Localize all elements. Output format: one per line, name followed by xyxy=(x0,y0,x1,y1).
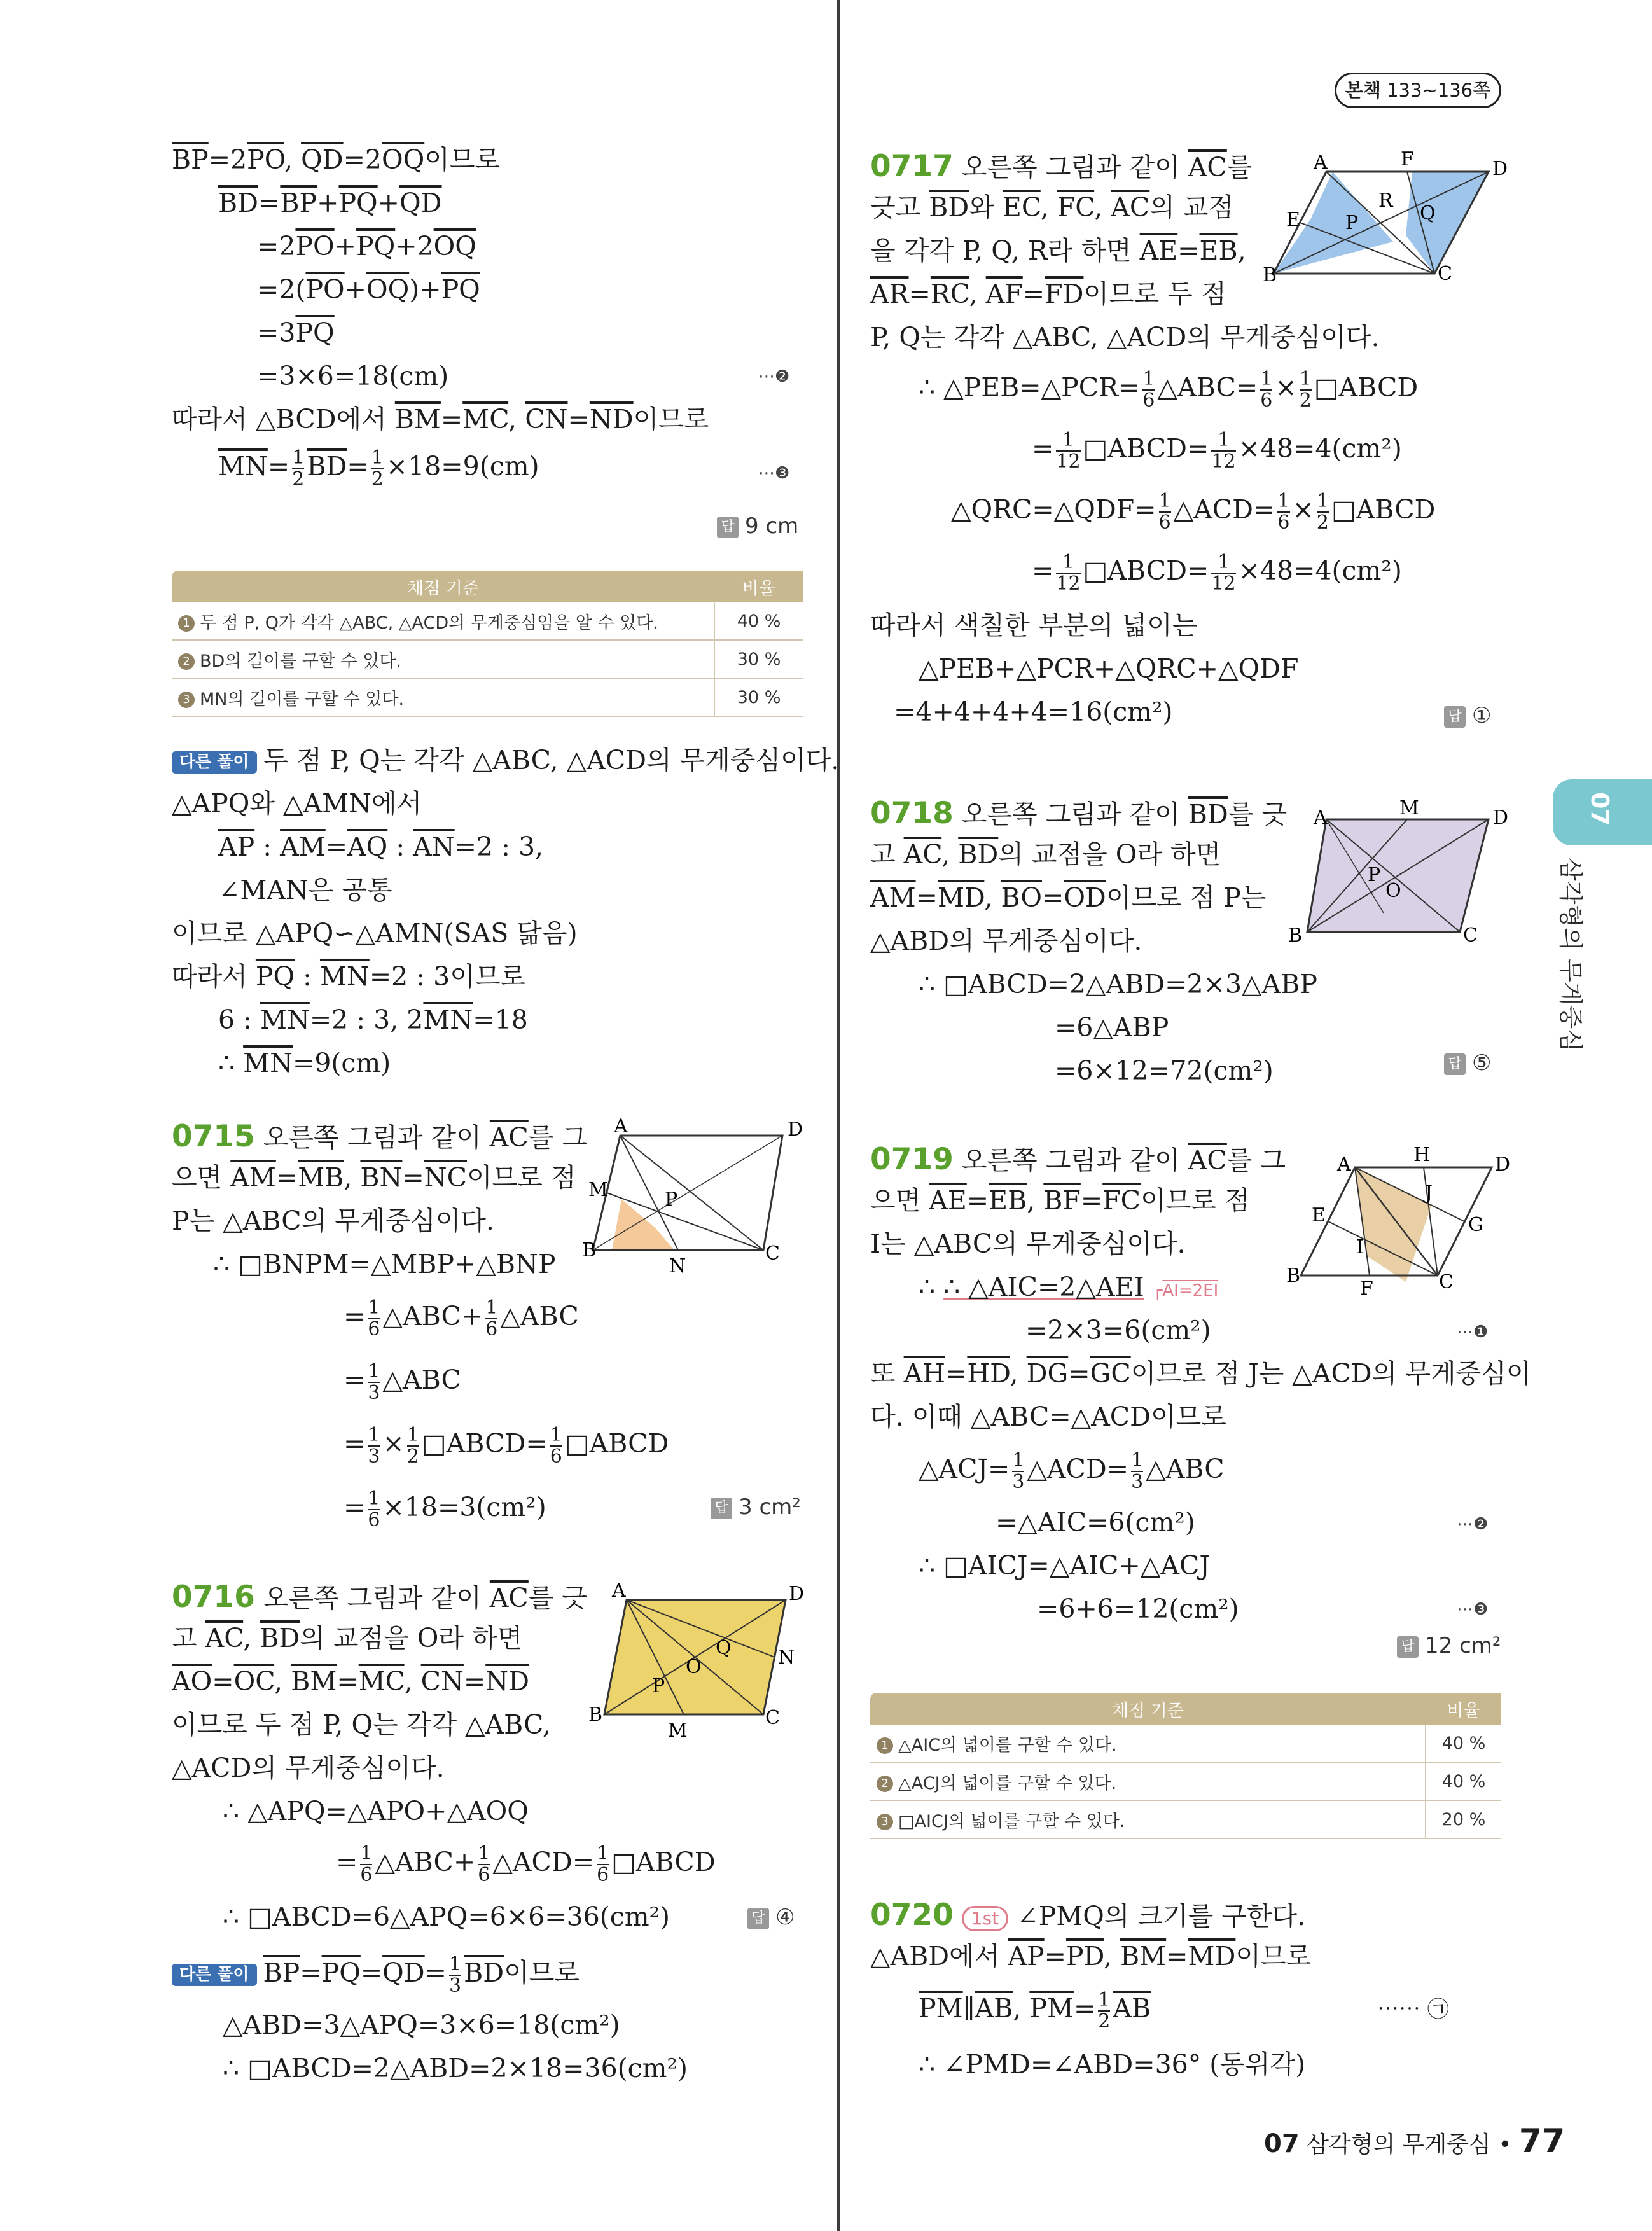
label-A: A xyxy=(612,1580,626,1602)
figure-0717 xyxy=(1263,146,1508,293)
label-C: C xyxy=(1463,924,1478,947)
label-C: C xyxy=(765,1242,780,1265)
text-line: △QRC=△QDF= $\frac{1}{6}$ △ACD= $\frac{1}{6}$ × $\frac{1}{2}$ □ABCD xyxy=(951,490,1436,534)
label-H: H xyxy=(1413,1144,1431,1166)
table-row: 2 △ACJ의 넓이를 구할 수 있다. 40 % xyxy=(870,1762,1501,1800)
text-line: 다. 이때 △ABC=△ACD이므로 xyxy=(870,1401,1226,1432)
label-O: O xyxy=(1385,880,1401,902)
figure-0715 xyxy=(582,1115,808,1277)
label-N: N xyxy=(778,1646,795,1669)
text-line: =2×3=6(cm²) xyxy=(1025,1315,1211,1345)
chapter-tab[interactable]: 07 xyxy=(1553,779,1652,845)
text-line: 다른 풀이 $\overline{BP}=\overline{PQ}=\overline{QD}=$ $\frac{1}{3}$ $\overline{BD}$이므로 xyxy=(172,1954,580,1996)
label-P: P xyxy=(1345,212,1359,234)
label-D: D xyxy=(788,1118,803,1141)
text-line: $\overline{AP}$ : $\overline{AM}=\overline{AQ}$ : $\overline{AN}=2$ : 3, xyxy=(218,831,544,862)
text-line: = $\frac{1}{12}$ □ABCD= $\frac{1}{12}$ ×48=4(cm²) xyxy=(1032,551,1402,595)
text-line: △ABD=3△APQ=3×6=18(cm²) xyxy=(223,2010,620,2040)
text-line: =3×6=18(cm) xyxy=(257,361,449,391)
text-line: 따라서 △BCD에서 $\overline{BM}=\overline{MC}$, $\overline{CN}=\overline{ND}$이므로 xyxy=(172,404,709,434)
answer: 답 ⑤ xyxy=(1444,1051,1491,1076)
table-row: 1 △AIC의 넓이를 구할 수 있다. 40 % xyxy=(870,1725,1501,1762)
label-D: D xyxy=(1492,158,1508,180)
text-line: P, Q는 각각 △ABC, △ACD의 무게중심이다. xyxy=(870,322,1380,352)
text-line: 이므로 △APQ∽△AMN(SAS 닮음) xyxy=(172,918,578,949)
label-A: A xyxy=(614,1115,628,1137)
text-line: P는 △ABC의 무게중심이다. xyxy=(172,1206,494,1236)
label-D: D xyxy=(1493,807,1509,829)
answer: 답 ① xyxy=(1444,704,1491,728)
label-M: M xyxy=(668,1720,688,1742)
text-line: ∴ □ABCD=2△ABD=2×18=36(cm²) xyxy=(223,2053,688,2083)
chapter-side-title: 삼각형의 무게중심 xyxy=(1557,858,1585,1052)
text-line: = $\frac{1}{6}$ △ABC+ $\frac{1}{6}$ △ABC xyxy=(344,1296,579,1340)
step-mark: ⋯❸ xyxy=(1457,1600,1489,1619)
label-B: B xyxy=(1286,1265,1301,1287)
problem-0717: 0717 오른쪽 그림과 같이 $\overline{AC}$를 xyxy=(870,149,1253,184)
label-A: A xyxy=(1314,151,1328,174)
text-line: $=3\overline{PQ}$ xyxy=(257,317,335,348)
text-line: 다른 풀이 두 점 P, Q는 각각 △ABC, △ACD의 무게중심이다. xyxy=(172,746,839,775)
label-B: B xyxy=(588,1704,603,1726)
table-row: 3 □AICJ의 넓이를 구할 수 있다. 20 % xyxy=(870,1800,1501,1838)
table-row: 1 두 점 P, Q가 각각 △ABC, △ACD의 무게중심임을 알 수 있다. 40 % xyxy=(172,602,803,640)
label-B: B xyxy=(1263,264,1277,286)
page-footer: 07 삼각형의 무게중심 • 77 xyxy=(1264,2122,1565,2160)
text-line: △ACD의 무게중심이다. xyxy=(172,1753,445,1783)
text-line: =6△ABP xyxy=(1055,1012,1169,1043)
label-N: N xyxy=(669,1255,686,1277)
text-line: ∴ △PEB=△PCR= $\frac{1}{6}$ △ABC= $\frac{1}{6}$ × $\frac{1}{2}$ □ABCD xyxy=(919,368,1419,412)
label-D: D xyxy=(789,1583,805,1605)
text-line: = $\frac{1}{12}$ □ABCD= $\frac{1}{12}$ ×48=4(cm²) xyxy=(1032,429,1402,473)
text-line: =6+6=12(cm²) xyxy=(1037,1594,1239,1624)
text-line: 으면 $\overline{AE}=\overline{EB}$, $\overline{BF}=\overline{FC}$이므로 점 xyxy=(870,1185,1250,1216)
label-C: C xyxy=(1438,263,1452,285)
text-line: $=2\overline{PO}+\overline{PQ}+2\overline{OQ}$ xyxy=(257,231,476,261)
label-B: B xyxy=(582,1239,597,1261)
text-line: $\overline{MN}=$ $\frac{1}{2}$ $\overline{BD}=$ $\frac{1}{2}$ ×18=9(cm) xyxy=(218,447,539,490)
text-line: 고 $\overline{AC}$, $\overline{BD}$의 교점을 O라 하면 xyxy=(870,839,1221,870)
text-line: $\overline{PM}\parallel\overline{AB}$, $\overline{PM}=$ $\frac{1}{2}$ $\overline{AB}$ xyxy=(919,1989,1151,2033)
problem-0718: 0718 오른쪽 그림과 같이 $\overline{BD}$를 긋 xyxy=(870,796,1288,831)
text-line: $\overline{BD}=\overline{BP}+\overline{PQ}+\overline{QD}$ xyxy=(218,188,442,218)
text-line: $\overline{BP}=2\overline{PO}$, $\overline{QD}=2\overline{OQ}$이므로 xyxy=(172,144,501,175)
figure-0719 xyxy=(1279,1142,1511,1301)
text-line: = $\frac{1}{6}$ △ABC+ $\frac{1}{6}$ △ACD= $\frac{1}{6}$ □ABCD xyxy=(336,1842,716,1886)
label-O: O xyxy=(686,1656,702,1678)
text-line: $\overline{AO}=\overline{OC}$, $\overline{BM}=\overline{MC}$, $\overline{CN}=\overline{ND}$ xyxy=(172,1666,530,1697)
label-P: P xyxy=(652,1675,665,1697)
text-line: = $\frac{1}{3}$ × $\frac{1}{2}$ □ABCD= $\frac{1}{6}$ □ABCD xyxy=(344,1424,669,1468)
figure-0718 xyxy=(1279,795,1508,954)
label-F: F xyxy=(1360,1277,1373,1300)
text-line: △PEB+△PCR+△QRC+△QDF xyxy=(919,653,1299,684)
text-line: 으면 $\overline{AM}=\overline{MB}$, $\overline{BN}=\overline{NC}$이므로 점 xyxy=(172,1162,576,1193)
label-C: C xyxy=(765,1707,780,1729)
text-line: $\overline{AM}=\overline{MD}$, $\overline{BO}=\overline{OD}$이므로 점 P는 xyxy=(870,882,1267,913)
label-F: F xyxy=(1401,148,1414,170)
answer: 답 9 cm xyxy=(717,514,798,539)
answer: 답 ④ xyxy=(747,1905,795,1930)
text-line: =4+4+4+4=16(cm²) xyxy=(894,697,1173,727)
text-line: 을 각각 P, Q, R라 하면 $\overline{AE}=\overline{EB}$, xyxy=(870,235,1246,266)
label-Q: Q xyxy=(1420,202,1436,225)
label-R: R xyxy=(1378,190,1393,212)
label-D: D xyxy=(1495,1153,1511,1176)
text-line: 이므로 두 점 P, Q는 각각 △ABC, xyxy=(172,1709,551,1740)
text-line: ∴ □AICJ=△AIC+△ACJ xyxy=(919,1550,1210,1581)
answer: 답 12 cm² xyxy=(1397,1634,1501,1658)
text-line: 6 : $\overline{MN}=2$ : 3, $2\overline{MN}=18$ xyxy=(218,1004,528,1035)
table-row: 2 BD의 길이를 구할 수 있다. 30 % xyxy=(172,640,803,678)
text-line: $\overline{AR}=\overline{RC}$, $\overline{AF}=\overline{FD}$이므로 두 점 xyxy=(870,279,1226,309)
label-E: E xyxy=(1312,1204,1326,1227)
text-line: ∴ △APQ=△APO+△AOQ xyxy=(223,1796,529,1826)
text-line: ∴ $\overline{MN}=9(cm)$ xyxy=(218,1048,391,1078)
text-line: 고 $\overline{AC}$, $\overline{BD}$의 교점을 O라 하면 xyxy=(172,1623,523,1653)
label-G: G xyxy=(1468,1214,1483,1236)
text-line: △ABD의 무게중심이다. xyxy=(870,926,1142,956)
text-line: = $\frac{1}{6}$ ×18=3(cm²) xyxy=(344,1487,546,1531)
grading-table: 채점 기준 비율 1 두 점 P, Q가 각각 △ABC, △ACD의 무게중심임을 알 수 있다. 40 % 2 BD의 길이를 구할 수 있다. 30 % 3 MN의 길이를 구할 수 있다. 30 % xyxy=(172,571,803,717)
text-line: ∴ ∴ △AIC=2△AEI ┌AI=2EI xyxy=(919,1272,1219,1302)
label-Q: Q xyxy=(716,1637,732,1659)
text-line: 따라서 색칠한 부분의 넓이는 xyxy=(870,610,1198,641)
answer: 답 3 cm² xyxy=(711,1495,801,1520)
text-line: 또 $\overline{AH}=\overline{HD}$, $\overline{DG}=\overline{GC}$이므로 점 J는 △ACD의 무게중심이 xyxy=(870,1358,1532,1389)
text-line: ∴ ∠PMD=∠ABD=36° (동위각) xyxy=(919,2049,1306,2080)
segment xyxy=(593,1136,782,1250)
text-line: =△AIC=6(cm²) xyxy=(996,1507,1195,1538)
figure-0716 xyxy=(585,1581,808,1740)
text-line: 따라서 $\overline{PQ}$ : $\overline{MN}=2$ : 3이므로 xyxy=(172,961,526,992)
step-mark: ⋯❷ xyxy=(758,367,790,386)
text-line: △ACJ= $\frac{1}{3}$ △ACD= $\frac{1}{3}$ △ABC xyxy=(919,1449,1225,1493)
label-P: P xyxy=(665,1188,678,1211)
text-line: I는 △ABC의 무게중심이다. xyxy=(870,1228,1186,1259)
text-line: ∴ □ABCD=2△ABD=2×3△ABP xyxy=(919,969,1317,999)
label-M: M xyxy=(1399,797,1419,819)
label-P: P xyxy=(1368,864,1381,886)
book-reference-pill: 본책 133~136쪽 xyxy=(1335,73,1501,108)
label-B: B xyxy=(1288,924,1303,947)
problem-0715: 0715 오른쪽 그림과 같이 $\overline{AC}$를 그 xyxy=(172,1119,588,1154)
grading-table: 채점 기준 비율 1 △AIC의 넓이를 구할 수 있다. 40 % 2 △ACJ의 넓이를 구할 수 있다. 40 % 3 □AICJ의 넓이를 구할 수 있다. 20 % xyxy=(870,1693,1501,1839)
text-line: ∴ □ABCD=6△APQ=6×6=36(cm²) xyxy=(223,1901,670,1932)
column-divider xyxy=(837,0,840,2231)
problem-0716: 0716 오른쪽 그림과 같이 $\overline{AC}$를 긋 xyxy=(172,1580,588,1615)
table-row: 3 MN의 길이를 구할 수 있다. 30 % xyxy=(172,678,803,716)
text-line: 긋고 $\overline{BD}$와 $\overline{EC}$, $\overline{FC}$, $\overline{AC}$의 교점 xyxy=(870,192,1234,223)
label-M: M xyxy=(588,1179,608,1201)
label-I: I xyxy=(1356,1236,1364,1258)
label-E: E xyxy=(1286,209,1300,231)
text-line: ∠MAN은 공통 xyxy=(218,875,392,905)
marker: ⋯⋯ ㉠ xyxy=(1377,1997,1449,2022)
label-J: J xyxy=(1425,1182,1433,1204)
text-line: △APQ와 △AMN에서 xyxy=(172,788,422,819)
label-C: C xyxy=(1439,1271,1454,1293)
label-A: A xyxy=(1314,807,1328,829)
step-mark: ⋯❸ xyxy=(758,464,790,483)
step-mark: ⋯❶ xyxy=(1457,1323,1489,1342)
text-line: = $\frac{1}{3}$ △ABC xyxy=(344,1360,461,1404)
problem-0719: 0719 오른쪽 그림과 같이 $\overline{AC}$를 그 xyxy=(870,1142,1286,1177)
text-line: $=2(\overline{PO}+\overline{OQ})+\overline{PQ}$ xyxy=(257,274,480,305)
text-line: =6×12=72(cm²) xyxy=(1055,1055,1274,1086)
step-mark: ⋯❷ xyxy=(1457,1515,1489,1534)
label-A: A xyxy=(1337,1153,1351,1176)
text-line: ∴ □BNPM=△MBP+△BNP xyxy=(213,1249,556,1279)
text-line: △ABD에서 $\overline{AP}=\overline{PD}$, $\overline{BM}=\overline{MD}$이므로 xyxy=(870,1941,1312,1971)
problem-0720: 0720 1st ∠PMQ의 크기를 구한다. xyxy=(870,1898,1306,1933)
